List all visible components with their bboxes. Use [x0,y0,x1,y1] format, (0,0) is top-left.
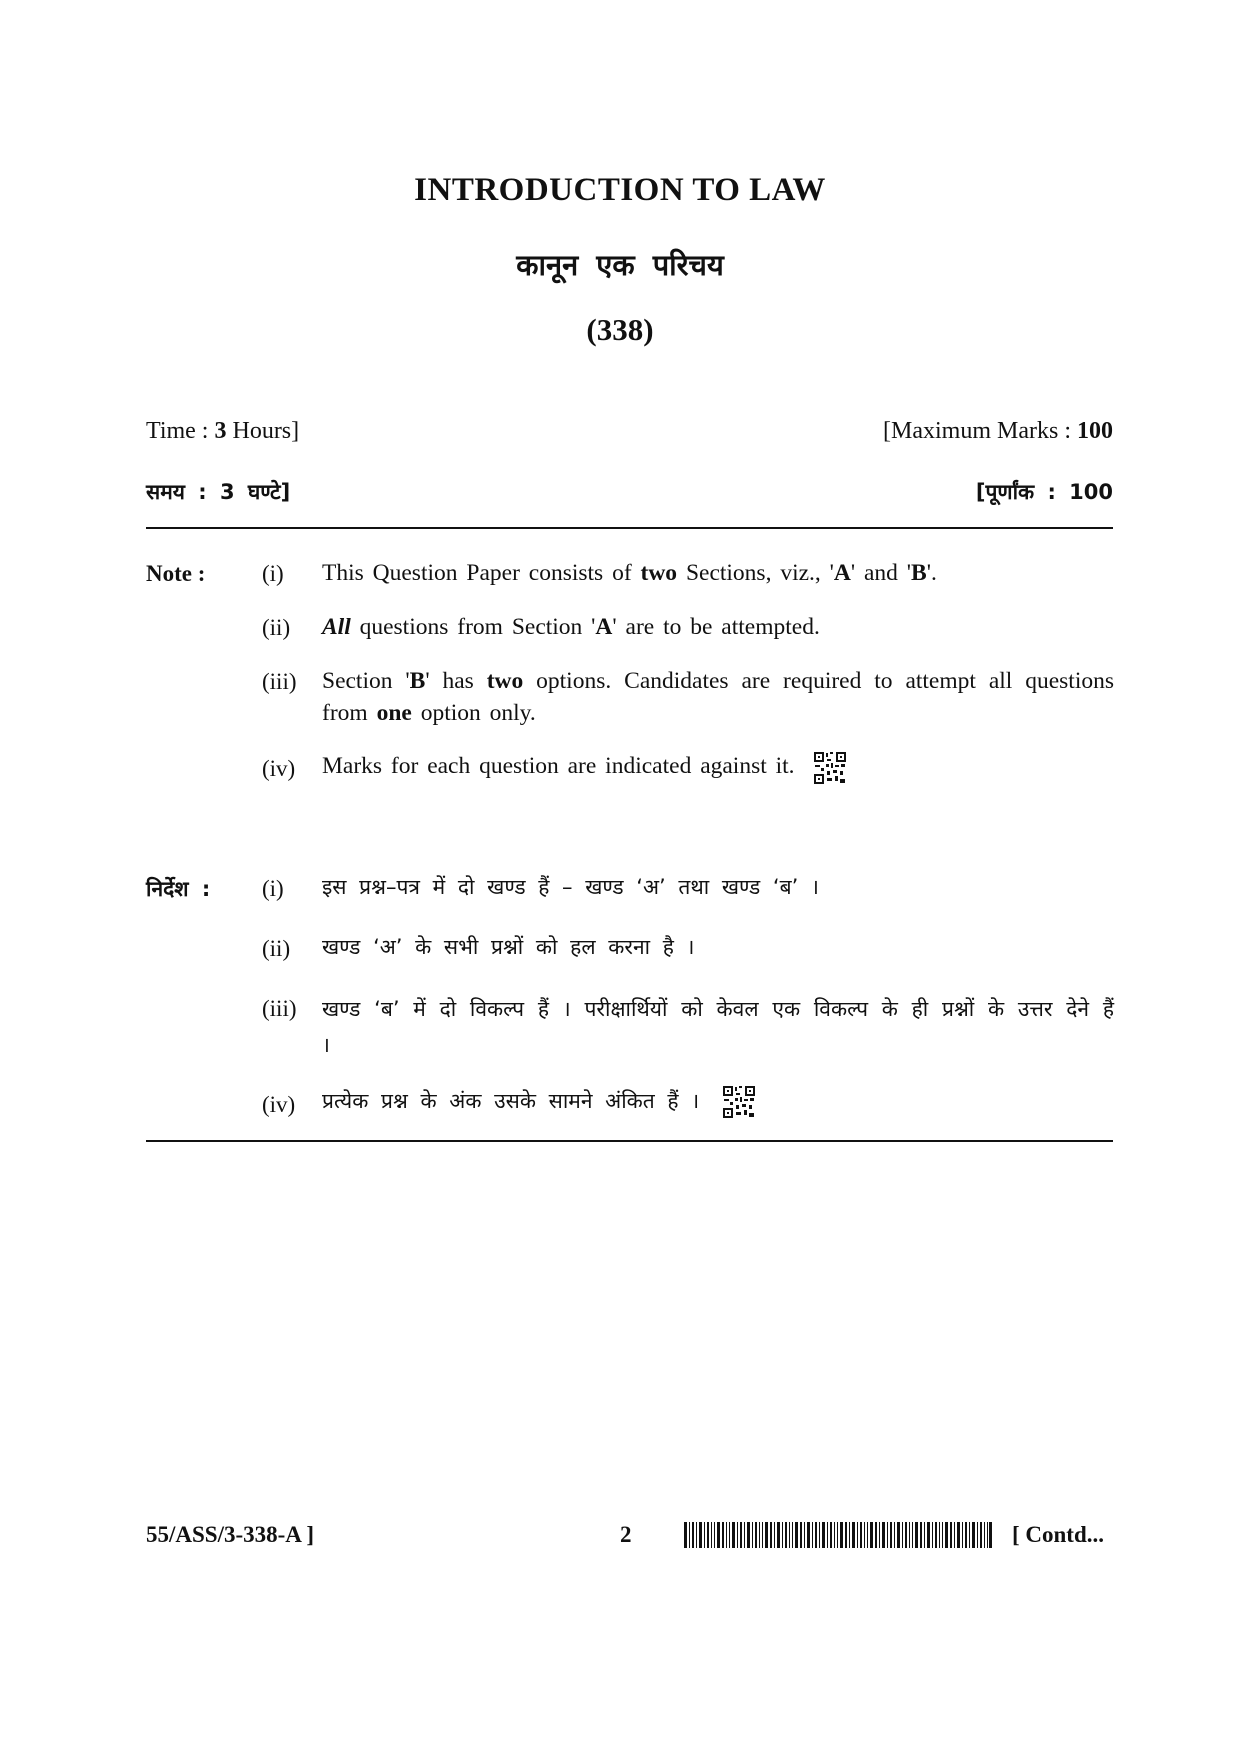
qr-code-icon [813,751,847,785]
note-en-item-2: All questions from Section 'A' are to be attempted. [322,614,820,640]
note-en-num-3: (iii) [262,669,297,694]
max-marks-hindi: [पूर्णांक : 100 [975,480,1113,504]
divider-bottom [146,1140,1113,1142]
note-hi-item-1: इस प्रश्न–पत्र में दो खण्ड हैं – खण्ड ‘अ’ तथा खण्ड ‘ब’ । [322,875,819,899]
paper-title-english: INTRODUCTION TO LAW [414,172,826,208]
note-hi-item-4: प्रत्येक प्रश्न के अंक उसके सामने अंकित हैं । [322,1085,1114,1119]
note-en-item-3: Section 'B' has two options. Candidates are required to attempt all questions from one option only. [322,668,1114,726]
time-hindi: समय : 3 घण्टे] [146,480,291,504]
divider-top [146,527,1113,529]
note-label-hindi: निर्देश : [146,877,211,901]
paper-title-hindi: कानून एक परिचय [516,248,724,282]
note-hi-item-3: खण्ड ‘ब’ में दो विकल्प हैं । परीक्षार्थियों को केवल एक विकल्प के ही प्रश्नों के उत्तर देने हैं । [322,997,1114,1057]
qr-code-icon-hindi [722,1085,756,1119]
note-hi-num-3: (iii) [262,996,297,1021]
note-hi-num-4: (iv) [262,1092,296,1117]
note-en-item-4: Marks for each question are indicated against it. [322,750,1114,785]
max-marks-english: [Maximum Marks : 100 [883,418,1113,444]
subject-code: (338) [586,312,654,347]
note-hi-num-1: (i) [262,876,284,901]
time-marks-row-hindi [146,478,1113,506]
note-en-num-1: (i) [262,561,284,586]
page-number: 2 [620,1522,632,1547]
note-hi-num-2: (ii) [262,936,291,961]
continued-label: [ Contd... [1012,1522,1105,1547]
barcode-icon [684,1522,992,1548]
note-label-english: Note : [146,561,206,586]
note-en-num-2: (ii) [262,615,291,640]
paper-code: 55/ASS/3-338-A ] [146,1522,315,1547]
time-marks-row-english [146,418,1113,445]
note-hi-item-2: खण्ड ‘अ’ के सभी प्रश्नों को हल करना है । [322,935,695,959]
note-en-num-4: (iv) [262,756,296,781]
time-english: Time : 3 Hours] [146,418,300,444]
note-en-item-1: This Question Paper consists of two Sections, viz., 'A' and 'B'. [322,560,937,586]
